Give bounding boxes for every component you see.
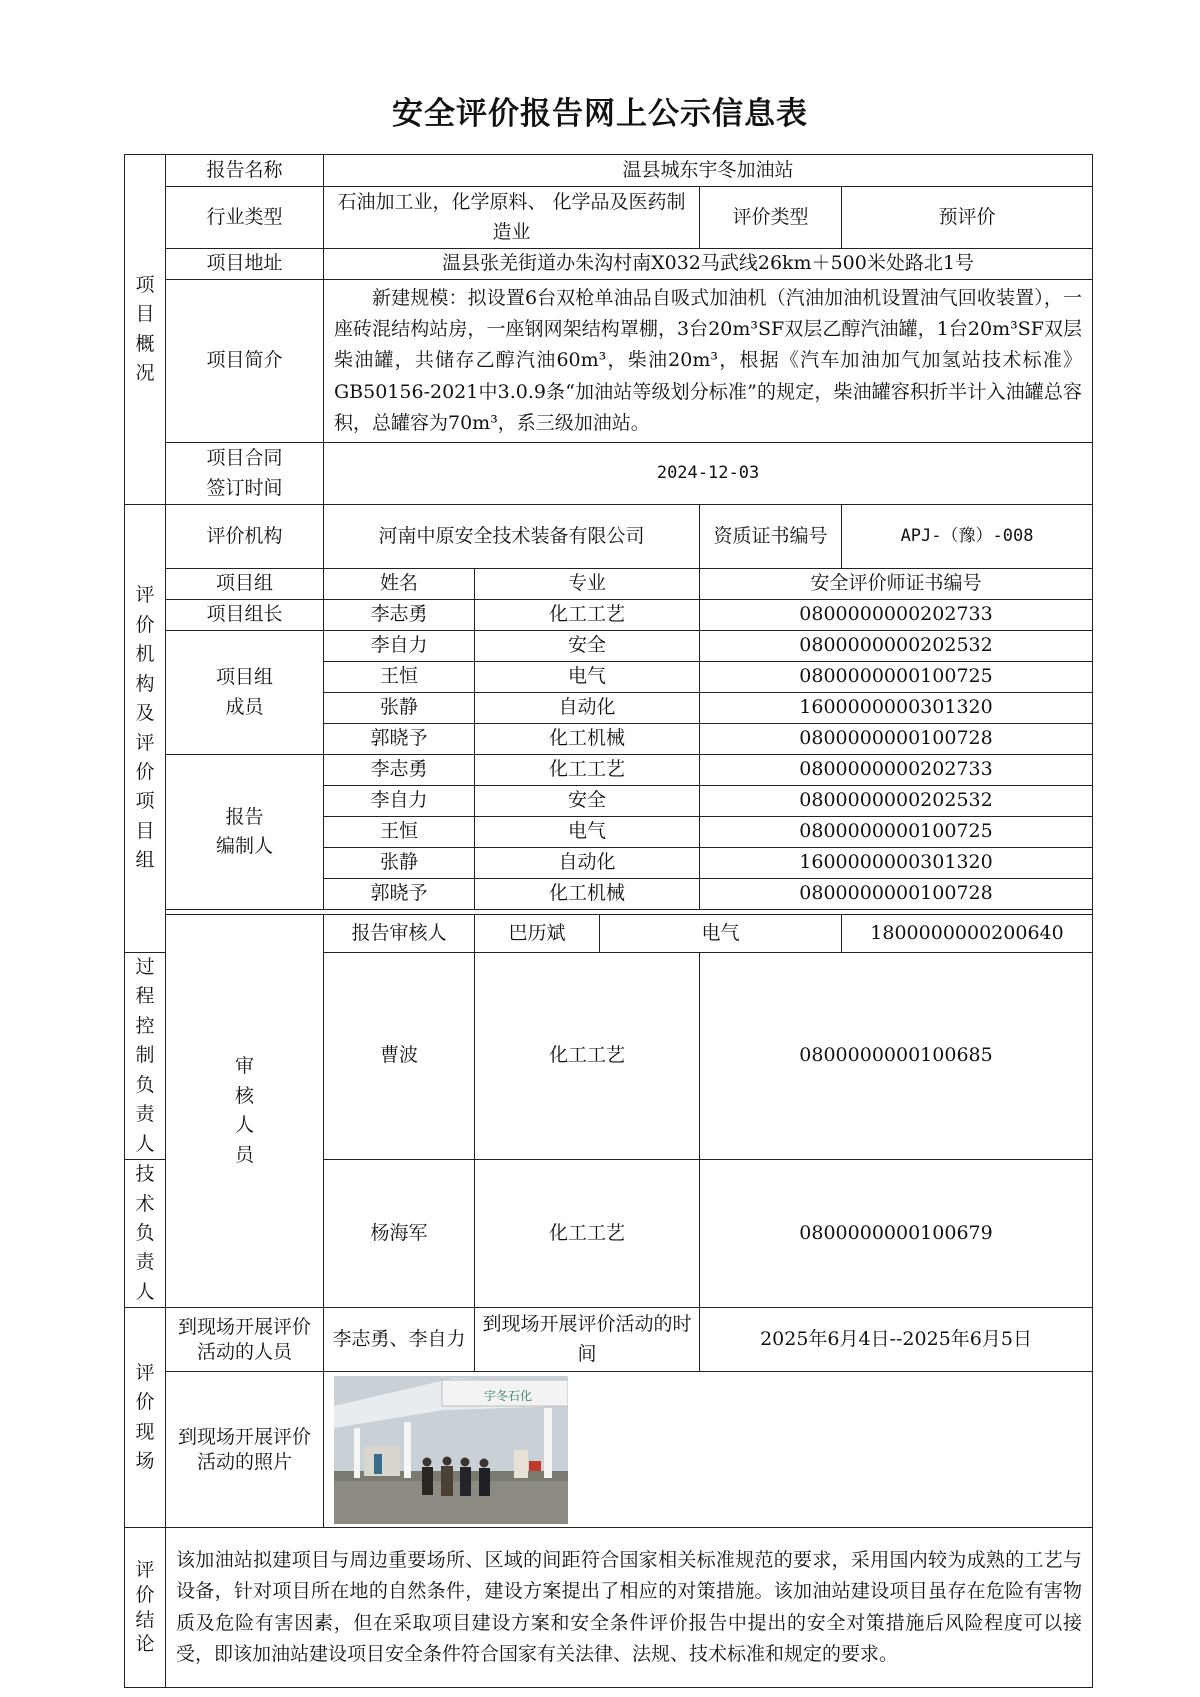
member-cert: 0800000000100725	[700, 662, 1093, 693]
member-name: 李自力	[324, 631, 475, 662]
author-major: 化工机械	[475, 879, 700, 910]
intro-label: 项目简介	[166, 280, 324, 443]
header-major: 专业	[475, 569, 700, 600]
site-photo	[334, 1376, 568, 1524]
leader-cert: 0800000000202733	[700, 600, 1093, 631]
address-label: 项目地址	[166, 249, 324, 280]
section-overview: 项目概况	[125, 155, 166, 505]
row-industry	[125, 187, 1093, 249]
member-cert: 0800000000202532	[700, 631, 1093, 662]
leader-label: 项目组长	[166, 600, 324, 631]
agency-label: 评价机构	[166, 505, 324, 569]
member-major: 电气	[475, 662, 700, 693]
industry: 石油加工业，化学原料、 化学品及医药制造业	[324, 187, 700, 249]
contract-label: 项目合同 签订时间	[166, 443, 324, 505]
section-conclusion: 评价结论	[125, 1528, 166, 1688]
review-name: 杨海军	[324, 1160, 475, 1308]
review-cert: 0800000000100679	[700, 1160, 1093, 1308]
author-cert: 0800000000202733	[700, 755, 1093, 786]
author-name: 李志勇	[324, 755, 475, 786]
info-table	[124, 154, 1093, 1688]
row-address	[125, 249, 1093, 280]
member-name: 郭晓予	[324, 724, 475, 755]
section-org: 评价机构及评价项目组	[125, 505, 166, 953]
site-photo-cell	[324, 1372, 1093, 1528]
author-cert: 0800000000202532	[700, 786, 1093, 817]
review-major: 电气	[600, 915, 842, 953]
author-name: 王恒	[324, 817, 475, 848]
member-major: 自动化	[475, 693, 700, 724]
member-cert: 0800000000100728	[700, 724, 1093, 755]
project-intro: 新建规模：拟设置6台双枪单油品自吸式加油机（汽油加油机设置油气回收装置），一座砖混结构站房，一座钢网架结构罩棚，3台20m³SF双层乙醇汽油罐，1台20m³SF双层柴油罐，共储存乙醇汽油60m³，柴油20m³，根据《汽车加油加气加氢站技术标准》GB50156-2021中3.0.9条“加油站等级划分标准”的规定，柴油罐容积折半计入油罐总容积，总罐容为70m³，系三级加油站。	[324, 280, 1093, 443]
row-member	[125, 631, 1093, 662]
review-name: 曹波	[324, 953, 475, 1160]
authors-label: 报告 编制人	[166, 755, 324, 910]
member-cert: 1600000000301320	[700, 693, 1093, 724]
row-contract	[125, 443, 1093, 505]
row-report-name	[125, 155, 1093, 187]
report-name: 温县城东宇冬加油站	[324, 155, 1093, 187]
agency-cert: APJ-（豫）-008	[842, 505, 1093, 569]
row-conclusion	[125, 1528, 1093, 1688]
row-author	[125, 755, 1093, 786]
author-major: 化工工艺	[475, 755, 700, 786]
row-headers	[125, 569, 1093, 600]
site-time-label: 到现场开展评价活动的时间	[475, 1308, 700, 1372]
review-role: 技术负责人	[125, 1160, 166, 1308]
agency: 河南中原安全技术装备有限公司	[324, 505, 700, 569]
members-label: 项目组 成员	[166, 631, 324, 755]
page-title: 安全评价报告网上公示信息表	[392, 96, 808, 132]
member-major: 化工机械	[475, 724, 700, 755]
review-role: 过程控制 负责人	[125, 953, 166, 1160]
site-time: 2025年6月4日--2025年6月5日	[700, 1308, 1093, 1372]
cert-label: 资质证书编号	[700, 505, 842, 569]
row-review	[125, 915, 1093, 953]
review-major: 化工工艺	[475, 953, 700, 1160]
leader-name: 李志勇	[324, 600, 475, 631]
row-site-people	[125, 1308, 1093, 1372]
review-cert: 0800000000100685	[700, 953, 1093, 1160]
row-leader	[125, 600, 1093, 631]
header-group: 项目组	[166, 569, 324, 600]
review-major: 化工工艺	[475, 1160, 700, 1308]
conclusion-text: 该加油站拟建项目与周边重要场所、区域的间距符合国家相关标准规范的要求，采用国内较为成熟的工艺与设备，针对项目所在地的自然条件，建设方案提出了相应的对策措施。该加油站建设项目虽存在危险有害物质及危险有害因素，但在采取项目建设方案和安全条件评价报告中提出的安全对策措施后风险程度可以接受，即该加油站建设项目安全条件符合国家有关法律、法规、技术标准和规定的要求。	[166, 1528, 1093, 1688]
report-name-label: 报告名称	[166, 155, 324, 187]
eval-type-label: 评价类型	[700, 187, 842, 249]
author-major: 电气	[475, 817, 700, 848]
review-name: 巴历斌	[475, 915, 600, 953]
member-name: 王恒	[324, 662, 475, 693]
member-major: 安全	[475, 631, 700, 662]
gas-station-photo	[334, 1376, 568, 1524]
header-name: 姓名	[324, 569, 475, 600]
author-name: 张静	[324, 848, 475, 879]
leader-major: 化工工艺	[475, 600, 700, 631]
author-major: 自动化	[475, 848, 700, 879]
site-people-label: 到现场开展评价活动的人员	[166, 1308, 324, 1372]
photo-sign-text: 宇冬石化	[484, 1388, 533, 1403]
author-cert: 0800000000100728	[700, 879, 1093, 910]
author-name: 郭晓予	[324, 879, 475, 910]
row-agency	[125, 505, 1093, 569]
author-cert: 1600000000301320	[700, 848, 1093, 879]
industry-label: 行业类型	[166, 187, 324, 249]
member-name: 张静	[324, 693, 475, 724]
contract-date: 2024-12-03	[324, 443, 1093, 505]
section-review: 审核人员	[166, 915, 324, 1308]
row-site-photo	[125, 1372, 1093, 1528]
author-major: 安全	[475, 786, 700, 817]
author-name: 李自力	[324, 786, 475, 817]
section-site: 评价现场	[125, 1308, 166, 1528]
review-role: 报告审核人	[324, 915, 475, 953]
site-people: 李志勇、李自力	[324, 1308, 475, 1372]
review-cert: 1800000000200640	[842, 915, 1093, 953]
address: 温县张羌街道办朱沟村南X032马武线26km＋500米处路北1号	[324, 249, 1093, 280]
author-cert: 0800000000100725	[700, 817, 1093, 848]
row-intro	[125, 280, 1093, 443]
header-cert: 安全评价师证书编号	[700, 569, 1093, 600]
eval-type: 预评价	[842, 187, 1093, 249]
site-photo-label: 到现场开展评价活动的照片	[166, 1372, 324, 1528]
